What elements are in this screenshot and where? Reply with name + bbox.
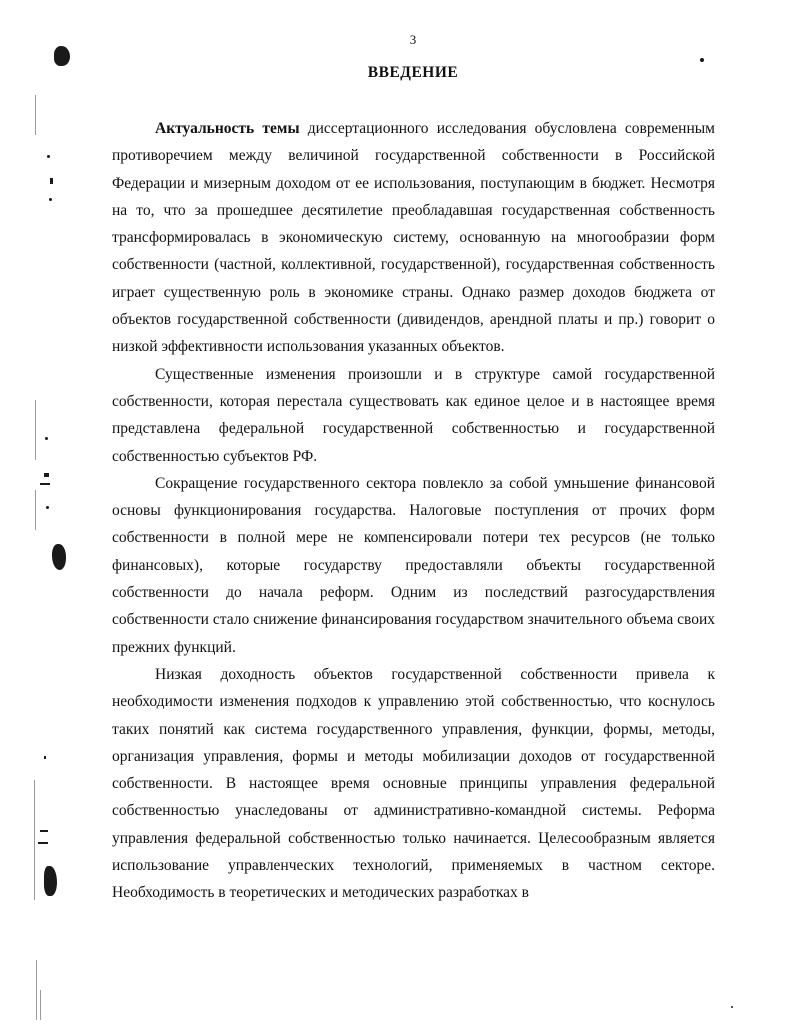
scan-dot-mark	[700, 58, 704, 62]
scan-dot-mark	[49, 198, 52, 201]
scan-edge-line	[40, 990, 41, 1020]
scan-dot-mark	[45, 437, 48, 440]
paragraph-text: диссертационного исследования обусловлена современным противоречием между величиной государственной собственности в Российской Федерации и мизерным доходом от ее использования, поступающим в бюджет. Несмотря на то, что за прошедшее десятилетие преобладавшая государственная собственность трансформировалась в экономическую систему, основанную на многообразии форм собственности (частной, коллективной, государственной), государственная собственность играет существенную роль в экономике страны. Однако размер доходов бюджета от объектов государственной собственности (дивидендов, арендной платы и пр.) говорит о низкой эффективности использования указанных объектов.	[112, 120, 715, 356]
scan-edge-line	[35, 95, 36, 135]
scan-dot-mark	[46, 506, 49, 509]
page-title: ВВЕДЕНИЕ	[367, 64, 459, 81]
paragraph-1	[112, 115, 715, 361]
paragraph-3: Сокращение государственного сектора повлекло за собой умньшение финансовой основы функционирования государства. Налоговые поступления от прочих форм собственности в полной мере не компенсировали потери тех ресурсов (не только финансовых), которые государству предоставляли объекты государственной собственности до начала реформ. Одним из последствий разгосударствления собственности стало снижение финансирования государством значительного объема своих прежних функций.	[112, 474, 715, 656]
scan-blot-mark	[44, 866, 57, 896]
paragraph-4: Низкая доходность объектов государственной собственности привела к необходимости изменения подходов к управлению этой собственностью, что коснулось таких понятий как система государственного управления, функции, формы, методы, организация управления, формы и методы мобилизации доходов от государственной собственности. В настоящее время основные принципы управления федеральной собственностью унаследованы от административно-командной системы. Реформа управления федеральной собственностью только начинается. Целесообразным является использование управленческих технологий, применяемых в частном секторе. Необходимость в теоретических и методических разработках в	[112, 665, 715, 902]
scan-dot-mark	[731, 1006, 733, 1008]
scan-edge-line	[36, 960, 37, 1020]
document-body	[112, 115, 715, 907]
paragraph-lead-bold: Актуальность темы	[155, 120, 300, 137]
scan-dot-mark	[44, 473, 49, 477]
scan-edge-line	[35, 400, 36, 460]
scan-blot-mark	[52, 544, 66, 570]
scan-edge-line	[35, 490, 36, 530]
scan-dot-mark	[50, 178, 53, 184]
paragraph-2: Существенные изменения произошли и в структуре самой государственной собственности, которая перестала существовать как единое целое и в настоящее время представлена федеральной государственной собственностью и государственной собственностью субъектов РФ.	[112, 365, 715, 465]
scan-blot-mark	[54, 46, 70, 66]
scan-dot-mark	[47, 155, 50, 158]
scan-dot-mark	[44, 756, 46, 759]
scan-dot-mark	[40, 830, 48, 832]
scan-edge-line	[34, 780, 35, 900]
scan-dot-mark	[38, 842, 48, 844]
scan-dot-mark	[40, 483, 50, 485]
page-number: 3	[409, 32, 417, 47]
